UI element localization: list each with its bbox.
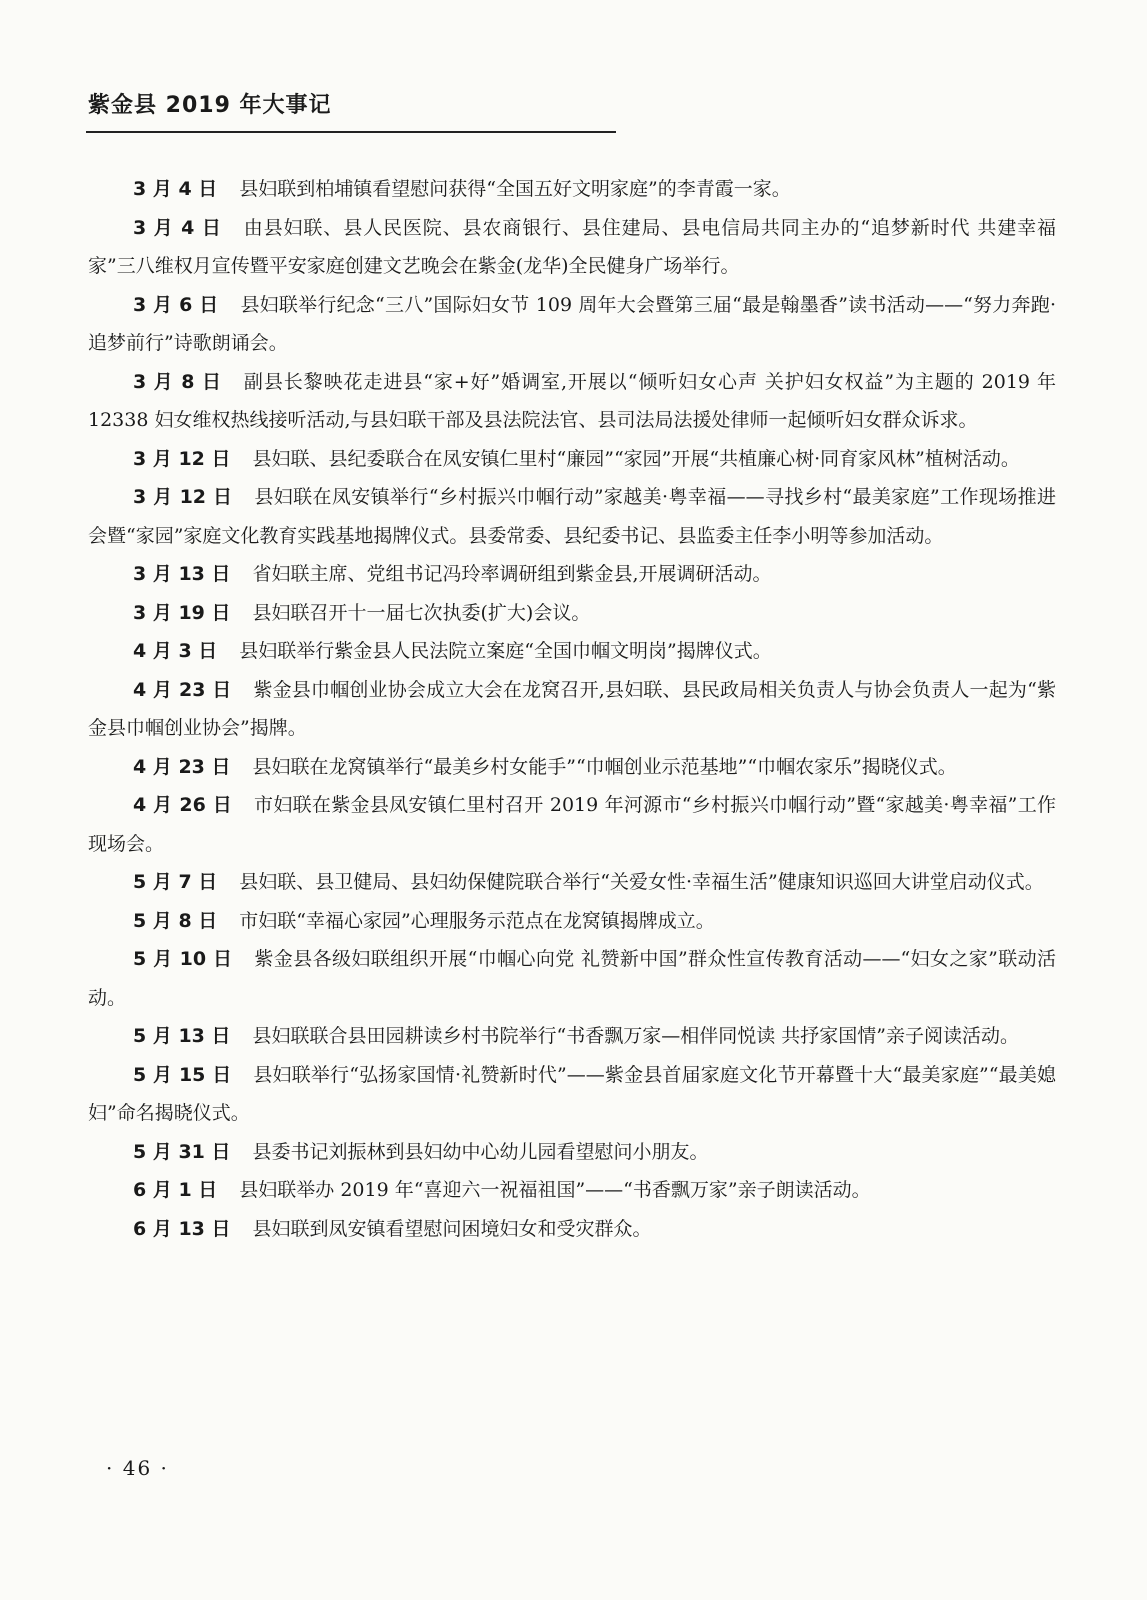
- entry-date: 5 月 8 日: [133, 909, 218, 932]
- entry-text: 县妇联举行“弘扬家国情·礼赞新时代”——紫金县首届家庭文化节开幕暨十大“最美家庭”“最美媳妇”命名揭晓仪式。: [88, 1063, 1057, 1124]
- chronicle-entry: [88, 786, 1056, 863]
- entry-text: 县妇联到柏埔镇看望慰问获得“全国五好文明家庭”的李青霞一家。: [239, 178, 791, 200]
- entry-date: 3 月 4 日: [133, 178, 218, 200]
- chronicle-entry: [88, 1056, 1056, 1133]
- entry-text: 县妇联、县卫健局、县妇幼保健院联合举行“关爱女性·幸福生活”健康知识巡回大讲堂启动仪式。: [239, 871, 1044, 893]
- entry-date: 5 月 31 日: [133, 1140, 231, 1163]
- entry-text: 市妇联“幸福心家园”心理服务示范点在龙窝镇揭牌成立。: [239, 909, 715, 932]
- entry-date: 4 月 23 日: [133, 678, 232, 701]
- entry-date: 3 月 12 日: [133, 486, 233, 508]
- entry-text: 县委书记刘振林到县妇幼中心幼儿园看望慰问小朋友。: [252, 1140, 709, 1163]
- entry-text: 省妇联主席、党组书记冯玲率调研组到紫金县,开展调研活动。: [252, 563, 772, 585]
- chronicle-entry: [88, 1210, 1056, 1249]
- entry-text: 县妇联到凤安镇看望慰问困境妇女和受灾群众。: [252, 1217, 652, 1240]
- page-number: · 46 ·: [106, 1456, 169, 1480]
- chronicle-entry: [88, 286, 1056, 363]
- chronicle-entry: [88, 478, 1056, 555]
- entry-date: 5 月 10 日: [133, 948, 233, 970]
- chronicle-entry: [88, 671, 1056, 748]
- chronicle-entry: [88, 1017, 1056, 1056]
- page-header-title: 紫金县 2019 年大事记: [88, 93, 332, 118]
- entry-text: 市妇联在紫金县凤安镇仁里村召开 2019 年河源市“乡村振兴巾帼行动”暨“家越美·粤幸福”工作现场会。: [88, 794, 1056, 855]
- chronicle-entry: [88, 632, 1056, 671]
- chronicle-entry: [88, 940, 1056, 1017]
- entry-date: 3 月 4 日: [133, 216, 222, 239]
- chronicle-entry: [88, 555, 1056, 594]
- entry-date: 4 月 23 日: [133, 755, 231, 778]
- chronicle-entry: [88, 209, 1056, 286]
- entry-date: 4 月 26 日: [133, 794, 233, 816]
- entry-date: 4 月 3 日: [133, 640, 218, 662]
- chronicle-entry: [88, 1171, 1056, 1210]
- entry-date: 3 月 8 日: [133, 370, 222, 393]
- entry-text: 副县长黎映花走进县“家+好”婚调室,开展以“倾听妇女心声 关护妇女权益”为主题的 2019 年 12338 妇女维权热线接听活动,与县妇联干部及县法院法官、县司法局法援处律师一起倾听妇女群众诉求。: [88, 370, 1056, 431]
- chronicle-entry: [88, 902, 1056, 941]
- entry-date: 3 月 6 日: [133, 293, 219, 316]
- entry-date: 5 月 15 日: [133, 1063, 232, 1086]
- entry-text: 县妇联召开十一届七次执委(扩大)会议。: [252, 601, 591, 624]
- chronicle-entry: [88, 748, 1056, 787]
- entry-date: 5 月 13 日: [133, 1025, 231, 1047]
- entry-text: 紫金县各级妇联组织开展“巾帼心向党 礼赞新中国”群众性宣传教育活动——“妇女之家”联动活动。: [88, 948, 1056, 1009]
- entry-date: 3 月 13 日: [133, 563, 231, 585]
- chronicle-entry: [88, 363, 1056, 440]
- chronicle-entry: [88, 1133, 1056, 1172]
- entry-text: 由县妇联、县人民医院、县农商银行、县住建局、县电信局共同主办的“追梦新时代 共建幸福家”三八维权月宣传暨平安家庭创建文艺晚会在紫金(龙华)全民健身广场举行。: [88, 216, 1056, 277]
- entry-text: 县妇联在凤安镇举行“乡村振兴巾帼行动”家越美·粤幸福——寻找乡村“最美家庭”工作现场推进会暨“家园”家庭文化教育实践基地揭牌仪式。县委常委、县纪委书记、县监委主任李小明等参加活动。: [88, 486, 1056, 547]
- entry-text: 紫金县巾帼创业协会成立大会在龙窝召开,县妇联、县民政局相关负责人与协会负责人一起为“紫金县巾帼创业协会”揭牌。: [88, 678, 1056, 739]
- chronicle-entry: [88, 440, 1056, 479]
- chronicle-entry: [88, 170, 1056, 209]
- entry-text: 县妇联举行纪念“三八”国际妇女节 109 周年大会暨第三届“最是翰墨香”读书活动——“努力奔跑·追梦前行”诗歌朗诵会。: [88, 293, 1056, 354]
- entry-text: 县妇联举行紫金县人民法院立案庭“全国巾帼文明岗”揭牌仪式。: [239, 640, 772, 662]
- entry-date: 5 月 7 日: [133, 871, 218, 893]
- entry-date: 6 月 1 日: [133, 1179, 218, 1201]
- chronicle-entries: [88, 170, 1056, 1248]
- entry-date: 6 月 13 日: [133, 1217, 231, 1240]
- entry-date: 3 月 19 日: [133, 601, 231, 624]
- entry-date: 3 月 12 日: [133, 447, 231, 470]
- entry-text: 县妇联举办 2019 年“喜迎六一祝福祖国”——“书香飘万家”亲子朗读活动。: [239, 1179, 871, 1201]
- chronicle-entry: [88, 594, 1056, 633]
- entry-text: 县妇联、县纪委联合在凤安镇仁里村“廉园”“家园”开展“共植廉心树·同育家风林”植树活动。: [252, 447, 1020, 470]
- entry-text: 县妇联联合县田园耕读乡村书院举行“书香飘万家—相伴同悦读 共抒家国情”亲子阅读活动。: [252, 1025, 1019, 1047]
- entry-text: 县妇联在龙窝镇举行“最美乡村女能手”“巾帼创业示范基地”“巾帼农家乐”揭晓仪式。: [252, 755, 957, 778]
- chronicle-entry: [88, 863, 1056, 902]
- header-rule: [86, 131, 616, 133]
